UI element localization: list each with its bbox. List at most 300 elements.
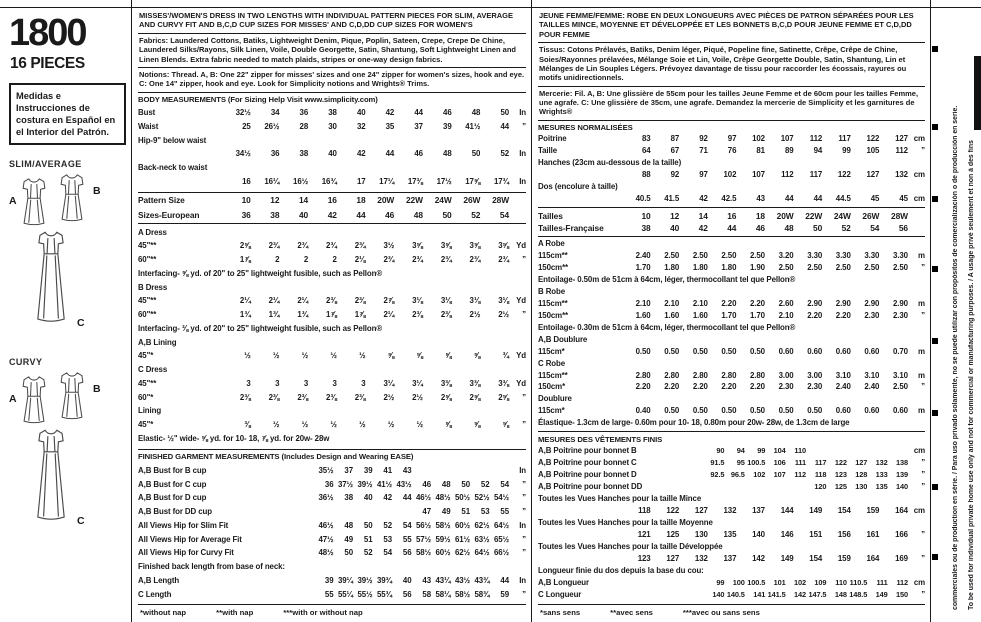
cell-value: 24W	[833, 210, 851, 221]
cell-value: 2.10	[692, 298, 708, 308]
cell-value: 37	[344, 465, 353, 475]
cell-value: 16	[727, 210, 737, 221]
cell-value: 38	[344, 493, 353, 503]
cell-value: 39¾	[376, 575, 392, 585]
note-line: Interfacing- ⅜ yd. of 20" to 25" lightweight fusible, such as Pellon®	[138, 323, 383, 333]
cell-value: 76	[727, 146, 737, 156]
unit-label: ”	[522, 121, 527, 131]
unit-label: m	[918, 406, 925, 416]
cell-value: 148.5	[849, 589, 868, 599]
cell-value: 0.50	[664, 406, 680, 416]
measurement-tables-en	[138, 93, 526, 600]
cell-value: 112	[809, 134, 823, 144]
cell-value: 127	[694, 506, 708, 516]
cell-value: 24W	[434, 195, 452, 206]
cell-value: 2⅝	[239, 241, 251, 251]
cell-value: 42	[327, 209, 337, 220]
cell-value: 149	[875, 589, 888, 599]
measurement-row	[138, 149, 526, 159]
unit-label: ”	[921, 553, 925, 563]
row-label: A,B Poitrine pour bonnet D	[538, 470, 637, 480]
cell-value: 164	[895, 506, 908, 516]
cell-value: 2.50	[721, 251, 737, 261]
pieces-count: 16 PIECES	[10, 55, 85, 72]
measurement-row	[538, 223, 925, 237]
cell-value: 16	[242, 176, 251, 186]
cell-value: 1.60	[692, 310, 708, 320]
cell-value: 2⅜	[268, 392, 280, 402]
row-group-label: A Robe	[538, 239, 565, 249]
row-label: 45"*	[138, 351, 154, 361]
view-label-a: A	[9, 195, 17, 208]
cell-value: ½	[387, 420, 395, 430]
cell-value: 48	[443, 149, 452, 159]
cell-value: 60½	[435, 548, 451, 558]
footnote: ***with or without nap	[283, 608, 363, 617]
cell-value: 1.70	[750, 310, 765, 320]
mercerie-label: Mercerie:	[539, 88, 573, 98]
measurement-row	[538, 170, 925, 180]
cell-value: 0.50	[692, 346, 708, 356]
cell-value: 2.30	[778, 382, 794, 392]
cell-value: 36	[299, 108, 309, 118]
cell-value: 0.50	[807, 406, 823, 416]
registration-mark	[932, 46, 938, 52]
cell-value: 140.5	[726, 589, 745, 599]
cell-value: 2.50	[664, 251, 680, 261]
cell-value: 2	[332, 255, 337, 265]
cell-value: 46	[385, 209, 395, 220]
cell-value: 88	[642, 170, 651, 180]
cell-value: 36	[241, 209, 251, 220]
cell-value: 125	[666, 529, 680, 539]
cell-value: 46	[422, 479, 431, 489]
cell-value: 91.5	[710, 458, 725, 468]
cell-value: 133	[875, 470, 888, 480]
cell-value: 2⅜	[326, 392, 337, 402]
unit-label: In	[519, 176, 527, 186]
cell-value: 169	[895, 553, 908, 563]
measurement-row	[138, 576, 526, 586]
cell-value: 2.50	[835, 263, 851, 273]
row-label: Tailles	[538, 210, 563, 221]
cell-value: 44	[385, 149, 395, 159]
cell-value: 3⅛	[498, 296, 510, 306]
cell-value: 2⅜	[440, 310, 452, 320]
cell-value: ⅝	[445, 420, 452, 430]
cell-value: 44.5	[835, 194, 851, 204]
measurement-tables-fr	[538, 121, 925, 600]
cell-value: 3	[303, 378, 309, 388]
footnote: **with nap	[216, 608, 254, 617]
cell-value: 141.5	[767, 589, 786, 599]
english-column	[131, 0, 531, 622]
cell-value: 2.50	[778, 263, 794, 273]
cell-value: 3	[332, 378, 337, 388]
left-sidebar	[0, 0, 131, 622]
cell-value: 17⅜	[407, 176, 423, 186]
registration-mark	[932, 124, 938, 130]
measurement-row	[138, 379, 526, 389]
cell-value: 50	[344, 548, 353, 558]
cell-value: 49	[441, 507, 451, 517]
cell-value: 55	[402, 534, 412, 544]
cell-value: 2¾	[383, 255, 395, 265]
cell-value: 100.5	[747, 577, 766, 587]
fit-title-curvy: CURVY	[9, 357, 43, 368]
cell-value: 50	[461, 479, 470, 489]
cell-value: 147.5	[808, 589, 827, 599]
cell-value: 2⅜	[354, 392, 366, 402]
cell-value: 52	[383, 520, 392, 530]
cell-value: ⅝	[387, 351, 395, 361]
row-label: A,B Bust for DD cup	[138, 507, 212, 517]
cell-value: 2.40	[864, 382, 880, 392]
row-label: Poitrine	[538, 134, 567, 144]
note-line: Entoilage- 0.30m de 51cm à 64cm, léger, thermocollant tel que Pellon®	[538, 322, 796, 332]
tissus-label: Tissus:	[539, 45, 566, 55]
row-label: 115cm**	[538, 298, 568, 308]
row-label: 45"**	[138, 378, 157, 388]
cell-value: 0.50	[664, 346, 680, 356]
cell-value: 58¾	[474, 589, 490, 599]
cell-value: 2¾	[297, 241, 309, 251]
row-label: All Views Hip for Average Fit	[138, 534, 242, 544]
cell-value: 2.50	[864, 263, 880, 273]
cell-value: 2.60	[778, 298, 794, 308]
cell-value: 159	[837, 553, 851, 563]
cell-value: 54	[500, 479, 509, 489]
footnote: ***avec ou sans sens	[682, 608, 760, 617]
measurement-row	[538, 134, 925, 144]
cell-value: 3.30	[835, 251, 851, 261]
cell-value: 55¼	[337, 589, 353, 599]
cell-value: 3	[275, 378, 280, 388]
cell-value: 48	[344, 520, 353, 530]
cell-value: 164	[866, 553, 880, 563]
cell-value: 55	[500, 507, 509, 517]
spanish-note-box: Medidas e Instrucciones de costura en Español en el Interior del Patrón.	[9, 83, 126, 145]
fit-title-slim-average: SLIM/AVERAGE	[9, 159, 82, 170]
cell-value: 150	[896, 589, 909, 599]
cell-value: 1.60	[664, 310, 680, 320]
copyright-vertical-text-inner: commerciales ou de production en série. / Para uso privado solamente, no se puede utilizar con propósitos de comercialización o de producción en serie.	[952, 105, 959, 610]
measurement-row	[138, 296, 526, 306]
cell-value: 96.5	[730, 470, 745, 480]
section-title: MESURES DES VÊTEMENTS FINIS	[538, 431, 925, 444]
row-label: Waist	[138, 121, 159, 131]
cell-value: 3.30	[864, 251, 880, 261]
measurement-row	[138, 241, 526, 251]
measurement-row	[538, 311, 925, 321]
cell-value: 135	[875, 482, 888, 492]
row-label: A,B Longueur	[538, 577, 589, 587]
cell-value: 1¾	[239, 310, 251, 320]
measurement-row	[538, 207, 925, 221]
cell-value: 2	[275, 255, 280, 265]
cell-value: 156	[837, 529, 851, 539]
cell-value: 138	[896, 458, 909, 468]
cell-value: 26½	[264, 121, 280, 131]
cell-value: ½	[272, 351, 280, 361]
cell-value: 130	[855, 482, 868, 492]
cell-value: 97	[699, 170, 708, 180]
row-label: 60"**	[138, 255, 157, 265]
cell-value: 50	[813, 223, 823, 234]
cell-value: 146	[780, 529, 794, 539]
cell-value: 54½	[493, 493, 509, 503]
cell-value: 30	[328, 121, 337, 131]
cell-value: 58½	[454, 589, 470, 599]
garment-description-en: MISSES'/WOMEN'S DRESS IN TWO LENGTHS WITH INDIVIDUAL PATTERN PIECES FOR SLIM, AVERAGE AND CURVY FIT AND B,C,D CUP SIZES FOR MISSES' AND C,D,DD CUP SIZES FOR WOMEN'S	[138, 11, 526, 34]
cell-value: 0.50	[750, 406, 765, 416]
cell-value: 2.20	[835, 310, 851, 320]
cell-value: 120	[814, 482, 827, 492]
view-label-b: B	[93, 185, 101, 198]
cell-value: 2⅜	[354, 296, 366, 306]
cell-value: 2.80	[664, 370, 680, 380]
cell-value: 3⅛	[469, 296, 481, 306]
cell-value: 46	[755, 223, 765, 234]
row-group-label: Back-neck to waist	[138, 163, 208, 173]
cell-value: 39½	[357, 479, 373, 489]
cell-value: 2.40	[635, 251, 651, 261]
cell-value: ½	[359, 351, 366, 361]
cell-value: 2¾	[412, 255, 423, 265]
cell-value: 1¾	[268, 310, 280, 320]
cell-value: 99	[716, 577, 725, 587]
cell-value: 132	[875, 458, 888, 468]
cell-value: 2.20	[721, 298, 737, 308]
row-label: Taille	[538, 146, 557, 156]
cell-value: 71	[699, 146, 708, 156]
row-label: Bust	[138, 108, 156, 118]
cell-value: 52½	[474, 493, 490, 503]
measurement-row	[138, 590, 526, 600]
cell-value: 3⅝	[469, 241, 481, 251]
registration-mark	[932, 484, 938, 490]
cell-value: 50	[363, 520, 373, 530]
cell-value: 2.10	[778, 310, 794, 320]
cell-value: 161	[866, 529, 880, 539]
cell-value: 58	[422, 589, 431, 599]
cell-value: 0.60	[892, 406, 908, 416]
cell-value: ½	[416, 420, 423, 430]
cell-value: 127	[855, 458, 868, 468]
cell-value: 53	[480, 507, 490, 517]
cell-value: 20W	[776, 210, 794, 221]
cell-value: 121	[637, 529, 651, 539]
row-label: A,B Bust for C cup	[138, 479, 207, 489]
cell-value: 135	[723, 529, 737, 539]
cell-value: 0.60	[864, 346, 880, 356]
cell-value: 122	[866, 134, 880, 144]
cell-value: 122	[834, 458, 847, 468]
cell-value: 2½	[469, 310, 481, 320]
measurement-row	[538, 146, 925, 156]
cell-value: 2½	[498, 310, 510, 320]
cell-value: 56½	[415, 520, 431, 530]
unit-label: ”	[921, 529, 925, 539]
cell-value: 2⅜	[297, 392, 309, 402]
cell-value: 2½	[412, 392, 423, 402]
cell-value: 109	[814, 577, 827, 587]
row-group-label: Dos (encolure à taille)	[538, 182, 618, 192]
cell-value: 2¾	[469, 255, 481, 265]
cell-value: 2.90	[864, 298, 880, 308]
cell-value: 111	[876, 577, 888, 587]
cell-value: 137	[723, 553, 737, 563]
cell-value: 28W	[891, 210, 908, 221]
unit-label: In	[519, 465, 526, 475]
row-group-label: A,B Doublure	[538, 334, 588, 344]
cell-value: 128	[855, 470, 868, 480]
cell-value: 99	[757, 446, 766, 456]
dress-sketch-group-curvy	[9, 369, 126, 569]
cell-value: 43	[402, 465, 412, 475]
cell-value: 102	[753, 470, 766, 480]
row-label: 60"*	[138, 392, 154, 402]
cell-value: ½	[272, 420, 280, 430]
cell-value: 132	[895, 170, 908, 180]
cell-value: 62½	[474, 520, 490, 530]
cell-value: 59	[500, 589, 509, 599]
unit-label: cm	[913, 170, 925, 180]
cell-value: 92	[670, 170, 680, 180]
cell-value: 1.80	[664, 263, 680, 273]
cell-value: 92.5	[710, 470, 725, 480]
cell-value: 2⅜	[239, 392, 251, 402]
row-group-label: B Dress	[138, 282, 168, 292]
cell-value: 97	[727, 134, 737, 144]
cell-value: 54	[383, 548, 392, 558]
cell-value: 64½	[474, 548, 490, 558]
cell-value: 40.5	[635, 194, 651, 204]
cell-value: 140	[712, 589, 725, 599]
cell-value: 34	[270, 108, 280, 118]
cell-value: 122	[837, 170, 851, 180]
cell-value: ½	[301, 351, 309, 361]
cell-value: 2¼	[297, 296, 309, 306]
dress-view-c-sketch	[31, 425, 71, 525]
measurement-row	[138, 521, 526, 531]
cell-value: 102	[752, 134, 765, 144]
cell-value: 1.90	[750, 263, 765, 273]
cell-value: 43	[756, 194, 765, 204]
footnotes-fr	[538, 604, 925, 618]
cell-value: 1.70	[721, 310, 737, 320]
cell-value: 20W	[377, 195, 395, 206]
cell-value: 52	[500, 149, 510, 159]
cell-value: ¾	[502, 351, 510, 361]
measurement-row	[138, 493, 526, 503]
cell-value: 132	[694, 553, 708, 563]
cell-value: 22W	[406, 195, 423, 206]
row-group-label: Finished back length from base of neck:	[138, 562, 285, 572]
measurement-row	[138, 351, 526, 361]
cell-value: 28W	[492, 195, 510, 206]
cell-value: ⅝	[473, 351, 481, 361]
cell-value: 48½	[318, 548, 334, 558]
cell-value: 123	[834, 470, 847, 480]
view-label-a: A	[9, 393, 17, 406]
cell-value: 18	[356, 195, 366, 206]
cell-value: 3	[361, 378, 366, 388]
unit-label: ”	[522, 392, 527, 402]
cell-value: 37½	[337, 479, 353, 489]
mercerie-text: Fil. A, B: Une glissière de 55cm pour les tailles Jeune Femme et de 60cm pour les tailles Femme, une agrafe. C: Une glissière de 35cm, une agrafe. Demandez la mercerie de Simplicity et les garnitures de Wrights®	[539, 88, 919, 117]
cell-value: 58½	[415, 548, 431, 558]
cell-value: 2¾	[498, 255, 510, 265]
cell-value: ½	[244, 351, 251, 361]
cell-value: 39	[443, 121, 452, 131]
cell-value: 12	[670, 210, 680, 221]
cell-value: 140	[752, 529, 765, 539]
cell-value: 125	[834, 482, 847, 492]
cell-value: 32	[356, 121, 366, 131]
unit-label: ”	[921, 458, 926, 468]
cell-value: 107	[780, 134, 794, 144]
registration-mark	[932, 266, 938, 272]
measurement-row	[538, 446, 925, 456]
row-label: Sizes-European	[138, 209, 200, 220]
cell-value: 2.90	[835, 298, 851, 308]
cell-value: 117	[838, 134, 851, 144]
cell-value: 0.50	[635, 346, 651, 356]
cell-value: 159	[866, 506, 880, 516]
cell-value: 2⅝	[469, 392, 481, 402]
cell-value: 112	[781, 170, 794, 180]
cell-value: 35½	[318, 465, 334, 475]
cell-value: 2.20	[664, 382, 680, 392]
unit-label: Yd	[516, 351, 527, 361]
cell-value: 118	[814, 470, 827, 480]
cell-value: 34½	[235, 149, 251, 159]
cell-value: 53	[383, 534, 392, 544]
cell-value: 42.5	[721, 194, 737, 204]
measurement-row	[138, 507, 526, 517]
measurement-row	[538, 263, 925, 273]
row-label: 45"**	[138, 296, 157, 306]
note-line: Entoilage- 0.50m de 51cm à 64cm, léger, thermocollant tel que Pellon®	[538, 275, 796, 284]
row-label: 115cm**	[538, 370, 568, 380]
cell-value: 25	[242, 121, 251, 131]
cell-value: 55¾	[376, 589, 392, 599]
view-label-c: C	[77, 317, 85, 330]
cell-value: 100.5	[747, 458, 766, 468]
cell-value: 2.10	[635, 298, 651, 308]
unit-label: cm	[913, 506, 925, 516]
cell-value: 92	[699, 134, 708, 144]
cell-value: 142	[794, 589, 807, 599]
cell-value: 12	[270, 195, 280, 206]
dress-view-c-sketch	[31, 227, 71, 327]
unit-label: In	[519, 520, 526, 530]
cell-value: 47	[422, 507, 431, 517]
cell-value: 118	[638, 506, 651, 516]
cell-value: 142	[752, 553, 765, 563]
cell-value: 49	[344, 534, 353, 544]
cell-value: 2⅜	[326, 296, 337, 306]
row-label: 115cm*	[538, 346, 565, 356]
cell-value: 42	[699, 194, 708, 204]
fabrics-paragraph-fr	[538, 43, 925, 87]
cell-value: 52	[471, 209, 481, 220]
cell-value: 39¼	[337, 575, 353, 585]
cell-value: 149	[780, 553, 794, 563]
cell-value: 26W	[862, 210, 880, 221]
cell-value: 41.5	[664, 194, 680, 204]
